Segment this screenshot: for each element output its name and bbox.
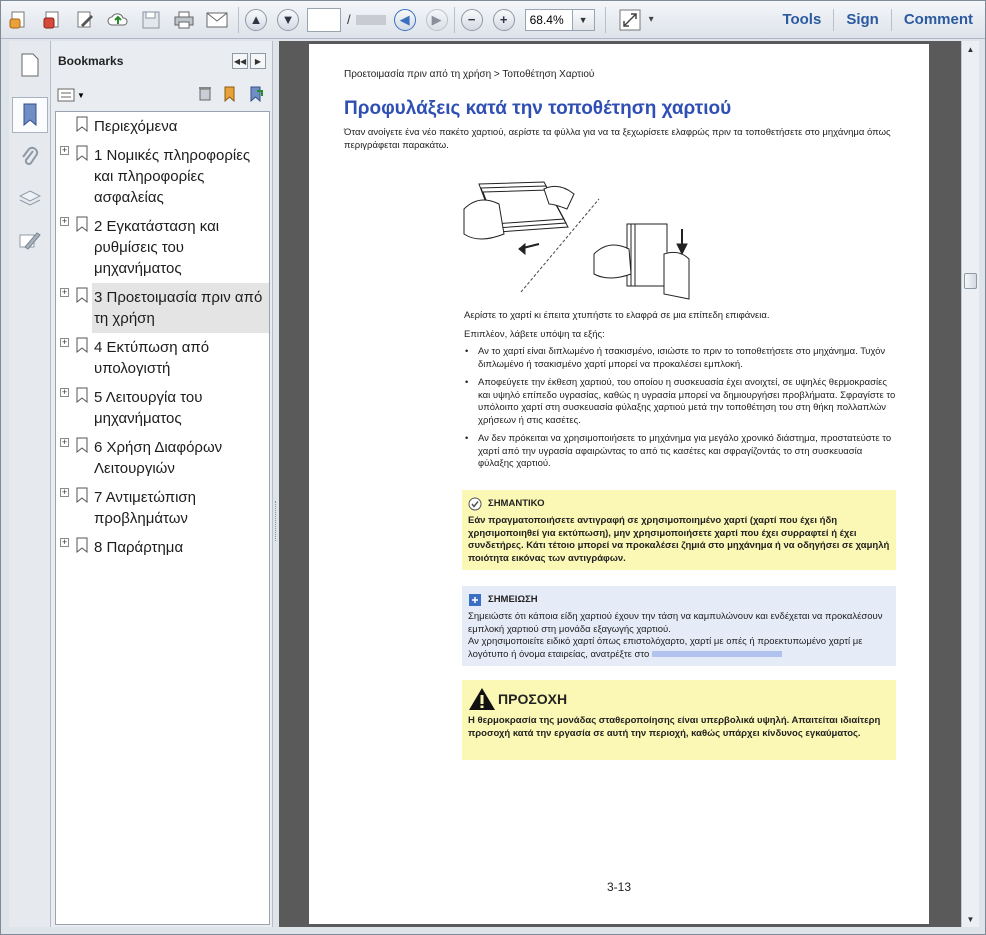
previous-page-button[interactable]: [245, 9, 267, 31]
email-button[interactable]: [202, 5, 232, 35]
bookmark-item[interactable]: [56, 533, 269, 562]
reference-link[interactable]: [652, 651, 782, 657]
bookmark-options-button[interactable]: [57, 88, 85, 102]
note-icon: [468, 593, 482, 607]
save-icon: [142, 11, 160, 29]
navigation-rail: [9, 41, 51, 927]
chevron-down-icon: ▾: [648, 14, 654, 25]
bookmark-item-selected[interactable]: [61, 283, 269, 333]
bookmark-label: 7 Αντιμετώπιση προβλημάτων: [94, 489, 196, 527]
bookmarks-panel-title: Bookmarks: [58, 54, 124, 68]
expand-toggle[interactable]: +: [61, 216, 68, 226]
note-body-1: Σημειώστε ότι κάποια είδη χαρτιού έχουν την τάση να καμπυλώνουν και ενδέχεται να προκαλέσουν εμπλοκή χαρτιού στη μονάδα εξαγωγής χαρτιού.: [468, 611, 883, 635]
arrow-up-icon: ▲: [249, 12, 263, 27]
page-breadcrumb: Προετοιμασία πριν από τη χρήση > Τοποθέτηση Χαρτιού: [344, 69, 595, 80]
sign-button[interactable]: Sign: [846, 11, 879, 28]
layers-button[interactable]: [12, 181, 48, 217]
paperclip-icon: [20, 145, 40, 169]
edit-pdf-button[interactable]: [70, 5, 100, 35]
attachments-button[interactable]: [12, 139, 48, 175]
intro-paragraph: Όταν ανοίγετε ένα νέο πακέτο χαρτιού, αερίστε τα φύλλα για να τα ξεχωρίσετε ελαφρώς πριν τα τοποθετήσετε στο μηχάνημα όπως περιγράφεται παρακάτω.: [344, 127, 891, 151]
important-body: Εάν πραγματοποιήσετε αντιγραφή σε χρησιμοποιημένο χαρτί (χαρτί που έχει ήδη χρησιμοποιηθεί για εκτύπωση), μην χρησιμοποιήσετε χαρτί που έχει συρραφτεί ή έχει συνδετήρες. Κάτι τέτοιο μπορεί να προκαλέσει ζημιά στο μηχάνημα ή να οδηγήσει σε χαμηλή ποιότητα εικόνας των αντιγράφων.: [468, 515, 890, 564]
bookmark-label: 2 Εγκατάσταση και ρυθμίσεις του μηχανήματος: [94, 218, 220, 277]
arrow-left-icon: ◀: [399, 11, 410, 27]
double-chevron-left-icon: ◀◀: [233, 56, 247, 66]
expand-toggle[interactable]: +: [61, 537, 68, 547]
bookmark-label: 1 Νομικές πληροφορίες και πληροφορίες ασφαλείας: [94, 147, 251, 206]
options-icon: [57, 88, 75, 102]
bookmarks-tree: [55, 111, 270, 925]
caution-box: [462, 680, 896, 760]
printer-icon: [174, 11, 194, 29]
list-item: • Αν το χαρτί είναι διπλωμένο ή τσακισμένο, ισιώστε το πριν το τοποθετήσετε στο μηχάνημα. Τυχόν διπλωμένο ή τσακισμένο χαρτί μπορεί να προκαλέσει εμπλοκή.: [464, 346, 899, 371]
bookmark-icon: [76, 537, 88, 553]
chevron-right-icon: ▶: [254, 56, 262, 66]
upload-button[interactable]: [103, 5, 133, 35]
document-page: [309, 44, 929, 924]
chevron-down-icon: ▼: [578, 14, 588, 25]
note-body-2: Αν χρησιμοποιείτε ειδικό χαρτί όπως επιστολόχαρτο, χαρτί με οπές ή προεκτυπωμένο χαρτί με λογότυπο ή όνομα εταιρείας, ανατρέξτε στο: [468, 636, 863, 660]
bookmark-icon: [76, 437, 88, 453]
minus-icon: −: [467, 12, 476, 27]
comment-button[interactable]: Comment: [903, 11, 973, 28]
expand-toggle[interactable]: +: [61, 145, 68, 155]
next-page-button[interactable]: [277, 9, 299, 31]
page-thumbnails-button[interactable]: [12, 47, 48, 83]
collapse-panel-button[interactable]: [232, 53, 248, 69]
trash-icon: [198, 85, 212, 101]
bookmark-item[interactable]: [56, 383, 269, 433]
create-pdf-button[interactable]: [4, 5, 34, 35]
bookmark-item[interactable]: [56, 112, 269, 141]
expand-bookmark-icon: [248, 85, 264, 103]
bookmarks-panel-button[interactable]: [12, 97, 48, 133]
bookmark-item[interactable]: [56, 433, 269, 483]
after-image-paragraph: Αερίστε το χαρτί κι έπειτα χτυπήστε το ελαφρά σε μια επίπεδη επιφάνεια.: [464, 310, 770, 321]
toolbar-separator: [605, 7, 606, 33]
list-item: • Αν δεν πρόκειται να χρησιμοποιήσετε το μηχάνημα για μεγάλο χρονικό διάστημα, προστατεύστε το χαρτί από την υγρασία αφαιρώντας το από τις κασέτες και σφραγίζοντάς το στη συσκευασία φύλαξης χαρτιού.: [464, 433, 899, 471]
paper-fanning-illustration: [459, 164, 704, 304]
expand-toggle[interactable]: +: [61, 437, 68, 447]
arrow-down-icon: ▼: [966, 914, 975, 924]
bookmark-label: 6 Χρήση Διαφόρων Λειτουργιών: [94, 439, 223, 477]
bookmark-label: Περιεχόμενα: [94, 118, 178, 135]
combine-files-icon: [42, 10, 62, 30]
arrow-up-icon: ▲: [966, 44, 975, 54]
bookmark-label: 5 Λειτουργία του μηχανήματος: [94, 389, 203, 427]
bookmark-icon: [76, 287, 88, 303]
bookmark-icon: [76, 116, 88, 132]
envelope-icon: [206, 12, 228, 28]
warning-icon: [468, 687, 496, 711]
page-total-value: [356, 15, 386, 25]
layers-icon: [19, 189, 41, 209]
splitter-grip[interactable]: [275, 501, 277, 541]
bookmarks-panel-header: [51, 41, 272, 81]
page-separator: /: [347, 12, 351, 27]
go-back-button[interactable]: [394, 9, 416, 31]
bookmark-label: 8 Παράρτημα: [94, 539, 184, 556]
delete-bookmark-button[interactable]: [198, 85, 212, 108]
check-circle-icon: [468, 497, 482, 511]
bookmark-label: 4 Εκτύπωση από υπολογιστή: [94, 339, 210, 377]
cloud-upload-icon: [107, 10, 129, 30]
expand-toggle[interactable]: +: [61, 387, 68, 397]
go-forward-button[interactable]: [426, 9, 448, 31]
page-number: 3-13: [606, 880, 632, 894]
bookmark-icon: [76, 387, 88, 403]
plus-icon: +: [499, 12, 508, 27]
bookmark-item[interactable]: [56, 483, 269, 533]
scroll-down-button[interactable]: [962, 911, 979, 927]
panel-menu-button[interactable]: [250, 53, 266, 69]
bookmark-item[interactable]: [56, 141, 269, 212]
scroll-up-button[interactable]: [962, 41, 979, 57]
fullscreen-icon: [619, 9, 641, 31]
full-screen-button[interactable]: [615, 5, 645, 35]
arrow-down-icon: ▼: [281, 12, 295, 27]
also-note-paragraph: Επιπλέον, λάβετε υπόψη τα εξής:: [464, 329, 605, 340]
page-title: Προφυλάξεις κατά την τοποθέτηση χαρτιού: [344, 98, 732, 119]
scrollbar-thumb[interactable]: [964, 273, 977, 289]
list-item: • Αποφεύγετε την έκθεση χαρτιού, του οποίου η συσκευασία έχει ανοιχτεί, σε υψηλές θερμοκρασίες και υψηλό επίπεδο υγρασίας, καθώς η υγρασία μπορεί να δημιουργήσει προβλήματα. Σφραγίστε το υπόλοιπο χαρτί στη συσκευασία φύλαξης χαρτιού μετά την τοποθέτηση του στη θήκη πολλαπλών χρήσεων ή στις κασέτες.: [464, 377, 899, 427]
tools-button[interactable]: Tools: [782, 11, 822, 28]
bookmark-item[interactable]: [56, 333, 269, 383]
toolbar-separator: [454, 7, 455, 33]
arrow-right-icon: ▶: [431, 11, 442, 27]
note-box: [462, 586, 896, 666]
precautions-list: [464, 346, 899, 477]
zoom-in-button[interactable]: [493, 9, 515, 31]
expand-toggle[interactable]: +: [61, 287, 68, 297]
page-number-input[interactable]: [307, 8, 341, 32]
bookmarks-toolbar: [51, 81, 272, 109]
new-bookmark-button[interactable]: [222, 85, 238, 108]
caution-body: Η θερμοκρασία της μονάδας σταθεροποίησης είναι υπερβολικά υψηλή. Απαιτείται ιδιαίτερη προσοχή κατά την εργασία σε αυτή την περιοχή, καθώς υπάρχει κίνδυνος εγκαύματος.: [468, 715, 881, 739]
toolbar-separator: [238, 7, 239, 33]
zoom-level-input[interactable]: 68.4%: [525, 9, 573, 31]
bookmark-icon: [76, 337, 88, 353]
bookmark-icon: [76, 145, 88, 161]
caution-heading: ΠΡΟΣΟΧΗ: [498, 690, 568, 707]
bookmarks-panel: [51, 41, 273, 927]
note-heading: ΣΗΜΕΙΩΣΗ: [488, 593, 538, 605]
bookmark-icon: [76, 216, 88, 232]
expand-toggle[interactable]: +: [61, 337, 68, 347]
customize-toolbar-button[interactable]: [649, 14, 654, 25]
create-pdf-icon: [9, 10, 29, 30]
edit-icon: [75, 10, 95, 30]
save-button[interactable]: [136, 5, 166, 35]
vertical-scrollbar[interactable]: [961, 41, 979, 927]
chevron-down-icon: ▼: [77, 90, 85, 100]
zoom-dropdown-button[interactable]: [573, 9, 595, 31]
expand-toggle[interactable]: +: [61, 487, 68, 497]
important-heading: ΣΗΜΑΝΤΙΚΟ: [488, 497, 545, 509]
document-viewport[interactable]: [279, 41, 961, 927]
page-thumbnails-icon: [20, 53, 40, 77]
signatures-button[interactable]: [12, 223, 48, 259]
zoom-out-button[interactable]: [461, 9, 483, 31]
combine-files-button[interactable]: [37, 5, 67, 35]
print-button[interactable]: [169, 5, 199, 35]
toolbar: [1, 1, 985, 39]
important-box: [462, 490, 896, 570]
signature-icon: [19, 231, 41, 251]
bookmark-item[interactable]: [56, 212, 269, 283]
bookmark-icon: [21, 103, 39, 127]
bookmark-label: 3 Προετοιμασία πριν από τη χρήση: [94, 289, 263, 327]
new-bookmark-icon: [222, 85, 238, 103]
expand-bookmark-button[interactable]: [248, 85, 264, 108]
bookmark-icon: [76, 487, 88, 503]
